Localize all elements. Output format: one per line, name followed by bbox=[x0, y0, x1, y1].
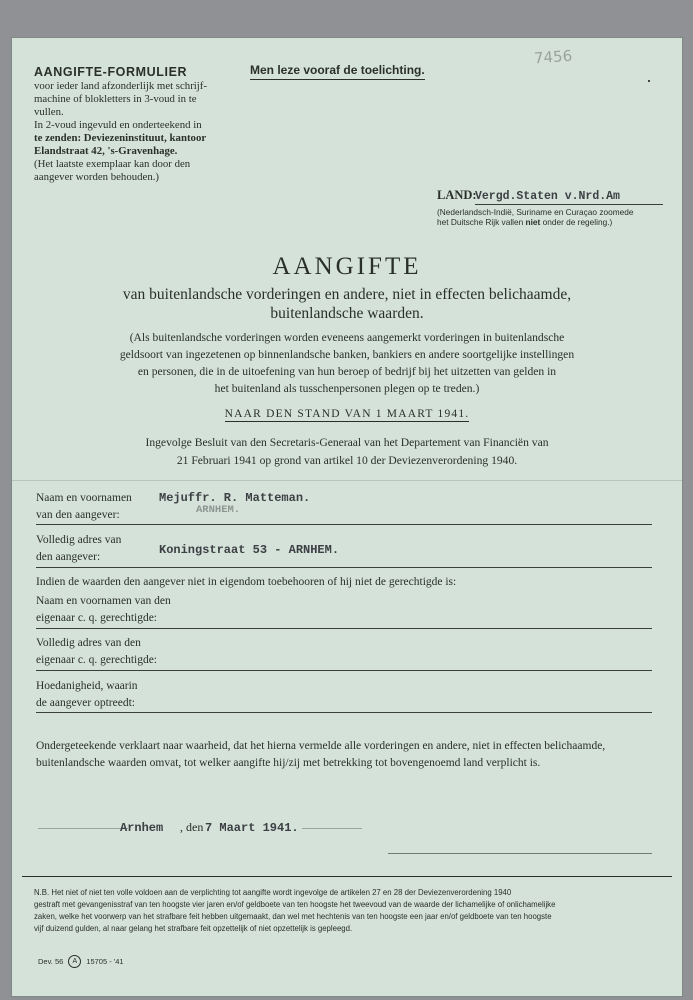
label-line: eigenaar c. q. gerechtigde: bbox=[36, 612, 158, 624]
label-line: Naam en voornamen bbox=[36, 492, 132, 504]
label-line: eigenaar c. q. gerechtigde: bbox=[36, 654, 158, 666]
form-title: AANGIFTE-FORMULIER bbox=[34, 65, 188, 79]
read-explanation-notice bbox=[250, 63, 425, 80]
label-line: de aangever optreedt: bbox=[36, 697, 135, 709]
document-title: AANGIFTE bbox=[272, 253, 422, 280]
definition-line: (Als buitenlandsche vorderingen worden eveneens aangemerkt vorderingen in buitenlandsche bbox=[129, 331, 565, 344]
nb-notice bbox=[22, 876, 672, 989]
speck bbox=[648, 80, 650, 82]
land-block bbox=[437, 186, 677, 227]
label-line: den aangever: bbox=[36, 551, 101, 563]
land-note: (Nederlandsch-Indië, Suriname en Curaçao zoomede bbox=[437, 207, 634, 217]
instruction-line: vullen. bbox=[34, 106, 64, 118]
capacity-label bbox=[36, 678, 138, 712]
owner-address-label bbox=[36, 635, 157, 669]
signature-den: , den bbox=[180, 820, 204, 834]
label-line: Volledig adres van den bbox=[36, 637, 141, 649]
label-line: van den aangever: bbox=[36, 509, 120, 521]
document-subtitle: buitenlandsche waarden. bbox=[270, 305, 424, 322]
decree-line: Ingevolge Besluit van den Secretaris-Generaal van het Departement van Financiën van bbox=[145, 436, 549, 449]
label-line: Hoedanigheid, waarin bbox=[36, 680, 138, 692]
definition-line: en personen, die in de uitoefening van hun beroep of bedrijf bij het uitzetten van gelden in bbox=[137, 365, 557, 378]
label-line: Volledig adres van bbox=[36, 534, 122, 546]
instruction-line: voor ieder land afzonderlijk met schrijf- bbox=[34, 80, 207, 92]
main-heading bbox=[12, 252, 682, 470]
declaration-line: buitenlandsche waarden omvat, tot welker aangifte hij/zij met betrekking tot bovengenoemd land verplicht is. bbox=[36, 757, 541, 769]
instruction-line: te zenden: Deviezeninstituut, kantoor bbox=[34, 132, 207, 144]
definition-line: het buitenland als tusschenpersonen plegen op te treden.) bbox=[214, 382, 480, 395]
declaration bbox=[36, 738, 666, 772]
owner-name-label bbox=[36, 593, 171, 627]
land-value: Vergd.Staten v.Nrd.Am bbox=[475, 190, 620, 203]
print-run: 15705 - '41 bbox=[86, 957, 124, 966]
notice-text: Men leze vooraf de toelichting. bbox=[250, 63, 425, 80]
nb-line: gestraft met gevangenisstraf van ten hoogste vier jaren en/of geldboete van ten hoogste het tweevoud van de waarde der lichamelijke of onlichamelijke bbox=[34, 900, 556, 909]
name-label bbox=[36, 490, 132, 524]
instruction-line: machine of blokletters in 3-voud in te bbox=[34, 93, 197, 105]
address-label bbox=[36, 532, 121, 566]
signature-date[interactable]: 7 Maart 1941. bbox=[205, 821, 299, 835]
land-note: onder de regeling.) bbox=[540, 217, 613, 227]
instruction-line: Elandstraat 42, 's-Gravenhage. bbox=[34, 145, 178, 157]
instruction-line: In 2-voud ingevuld en onderteekend in bbox=[34, 119, 202, 131]
owner-intro: Indien de waarden den aangever niet in eigendom toebehooren of hij niet de gerechtigde is: bbox=[36, 576, 457, 588]
handwritten-number: 7456 bbox=[533, 46, 573, 68]
printer-mark-icon: A bbox=[68, 955, 81, 968]
address-value[interactable]: Koningstraat 53 - ARNHEM. bbox=[159, 543, 340, 557]
land-note-emphasis: niet bbox=[525, 217, 541, 227]
land-label: LAND: bbox=[437, 188, 477, 202]
document-subtitle: van buitenlandsche vorderingen en andere, niet in effecten belichaamde, bbox=[122, 286, 572, 303]
signature-place[interactable]: Arnhem bbox=[120, 821, 164, 835]
name-value-faint: ARNHEM. bbox=[196, 504, 241, 516]
decree-line: 21 Februari 1941 op grond van artikel 10 der Deviezenverordening 1940. bbox=[176, 454, 518, 467]
form-code: Dev. 56 bbox=[38, 957, 64, 966]
instruction-line: (Het laatste exemplaar kan door den bbox=[34, 158, 191, 170]
definition-line: geldsoort van ingezetenen op binnenlandsche banken, bankiers en andere soortgelijke instellingen bbox=[119, 348, 575, 361]
instruction-line: aangever worden behouden.) bbox=[34, 171, 160, 183]
name-value[interactable]: Mejuffr. R. Matteman. bbox=[159, 491, 311, 505]
document-sheet bbox=[12, 38, 682, 996]
label-line: Naam en voornamen van den bbox=[36, 595, 171, 607]
declaration-line: Ondergeteekende verklaart naar waarheid, dat het hierna vermelde alle vorderingen en andere, niet in effecten belichaamde, bbox=[36, 740, 606, 752]
nb-line: zaken, welke het voorwerp van het strafbare feit hebben uitgemaakt, dan wel met hechtenis van ten hoogste een jaar en/of geldboete van ten hoogste bbox=[34, 912, 552, 921]
form-header-block bbox=[34, 64, 234, 184]
print-footer bbox=[38, 955, 124, 968]
nb-line: N.B. Het niet of niet ten volle voldoen aan de verplichting tot aangifte wordt ingevolge de artikelen 27 en 28 der Deviezenverordening 1940 bbox=[34, 888, 512, 897]
nb-line: vijf duizend gulden, al naar gelang het strafbare feit opzettelijk of niet opzettelijk is gepleegd. bbox=[34, 924, 353, 933]
land-note: het Duitsche Rijk vallen bbox=[437, 217, 526, 227]
reference-date: NAAR DEN STAND VAN 1 MAART 1941. bbox=[224, 408, 470, 420]
